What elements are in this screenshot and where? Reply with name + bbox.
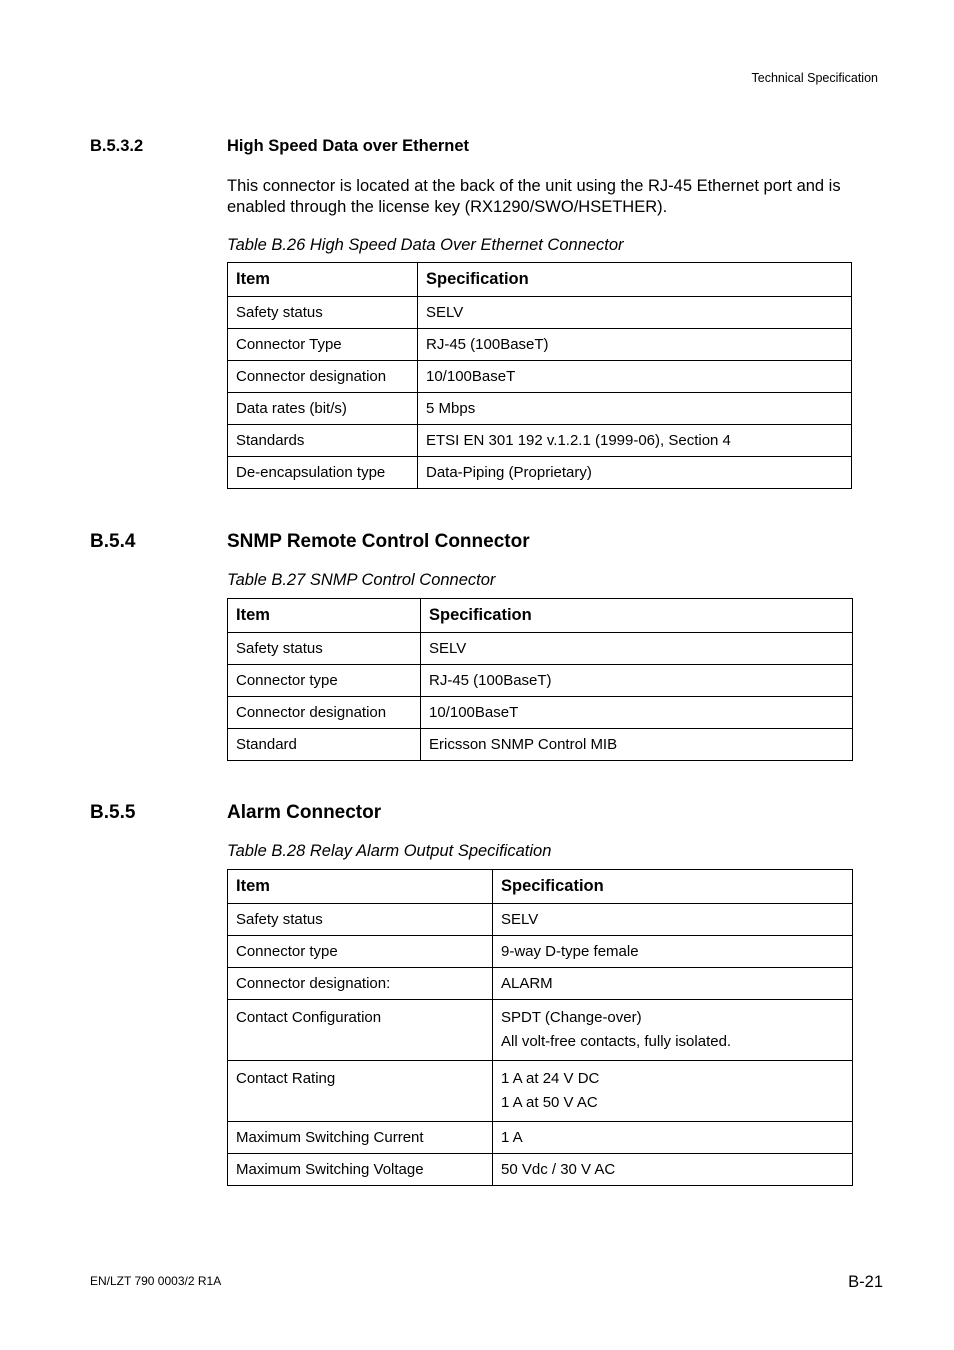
table-row (228, 1061, 853, 1122)
table-row (228, 457, 852, 489)
spec-cell: 50 Vdc / 30 V AC (493, 1154, 853, 1186)
document-id: EN/LZT 790 0003/2 R1A (90, 1274, 222, 1288)
table-row (228, 425, 852, 457)
page-number: B-21 (848, 1273, 883, 1291)
column-header: Specification (418, 263, 852, 297)
spec-cell: SELV (421, 633, 853, 665)
item-cell: Standards (228, 425, 418, 457)
paragraph-line: This connector is located at the back of the unit using the RJ-45 Ethernet port and is (227, 177, 841, 195)
item-cell: Connector designation (228, 697, 421, 729)
spec-line: 1 A at 50 V AC (501, 1094, 598, 1111)
table-row (228, 904, 853, 936)
item-cell: Connector designation: (228, 968, 493, 1000)
spec-line: 1 A at 24 V DC (501, 1070, 600, 1087)
table-caption: Table B.27 SNMP Control Connector (227, 571, 496, 589)
table-row (228, 697, 853, 729)
snmp-connector-table (227, 598, 853, 761)
paragraph-line: enabled through the license key (RX1290/SWO/HSETHER). (227, 198, 668, 216)
table-row (228, 393, 852, 425)
ethernet-connector-table (227, 262, 852, 489)
spec-cell (493, 1061, 853, 1122)
spec-cell: Ericsson SNMP Control MIB (421, 729, 853, 761)
table-header-row (228, 263, 852, 297)
table-row (228, 361, 852, 393)
item-cell: Standard (228, 729, 421, 761)
spec-cell: 1 A (493, 1122, 853, 1154)
table-row (228, 1122, 853, 1154)
spec-cell: SELV (493, 904, 853, 936)
spec-cell: Data-Piping (Proprietary) (418, 457, 852, 489)
spec-cell: 9-way D-type female (493, 936, 853, 968)
spec-cell: ETSI EN 301 192 v.1.2.1 (1999-06), Section 4 (418, 425, 852, 457)
section-title: Alarm Connector (227, 802, 382, 823)
item-cell: Connector Type (228, 329, 418, 361)
column-header: Item (228, 870, 493, 904)
paragraph (227, 176, 887, 218)
table-header-row (228, 599, 853, 633)
table-caption: Table B.26 High Speed Data Over Ethernet Connector (227, 236, 624, 254)
spec-cell: RJ-45 (100BaseT) (421, 665, 853, 697)
table-row (228, 1154, 853, 1186)
item-cell: Contact Configuration (228, 1000, 493, 1061)
column-header: Specification (493, 870, 853, 904)
item-cell: Maximum Switching Voltage (228, 1154, 493, 1186)
alarm-output-table (227, 869, 853, 1186)
item-cell: Connector type (228, 936, 493, 968)
item-cell: Connector type (228, 665, 421, 697)
spec-cell: 10/100BaseT (418, 361, 852, 393)
table-caption: Table B.28 Relay Alarm Output Specification (227, 842, 552, 860)
table-row (228, 1000, 853, 1061)
item-cell: Safety status (228, 297, 418, 329)
section-number: B.5.5 (90, 802, 136, 823)
item-cell: De-encapsulation type (228, 457, 418, 489)
spec-cell: 5 Mbps (418, 393, 852, 425)
spec-cell: SELV (418, 297, 852, 329)
section-number: B.5.3.2 (90, 137, 144, 155)
item-cell: Safety status (228, 633, 421, 665)
spec-cell: RJ-45 (100BaseT) (418, 329, 852, 361)
spec-cell (493, 1000, 853, 1061)
table-row (228, 329, 852, 361)
item-cell: Safety status (228, 904, 493, 936)
spec-cell: 10/100BaseT (421, 697, 853, 729)
spec-cell: ALARM (493, 968, 853, 1000)
column-header: Item (228, 599, 421, 633)
table-row (228, 968, 853, 1000)
section-number: B.5.4 (90, 531, 136, 552)
section-title: SNMP Remote Control Connector (227, 531, 530, 552)
item-cell: Maximum Switching Current (228, 1122, 493, 1154)
table-row (228, 297, 852, 329)
section-title: High Speed Data over Ethernet (227, 137, 470, 155)
running-header: Technical Specification (751, 71, 878, 85)
item-cell: Contact Rating (228, 1061, 493, 1122)
column-header: Item (228, 263, 418, 297)
table-row (228, 665, 853, 697)
column-header: Specification (421, 599, 853, 633)
spec-line: SPDT (Change-over) (501, 1009, 642, 1026)
table-row (228, 936, 853, 968)
item-cell: Connector designation (228, 361, 418, 393)
table-row (228, 633, 853, 665)
item-cell: Data rates (bit/s) (228, 393, 418, 425)
spec-line: All volt-free contacts, fully isolated. (501, 1033, 732, 1050)
table-header-row (228, 870, 853, 904)
table-row (228, 729, 853, 761)
